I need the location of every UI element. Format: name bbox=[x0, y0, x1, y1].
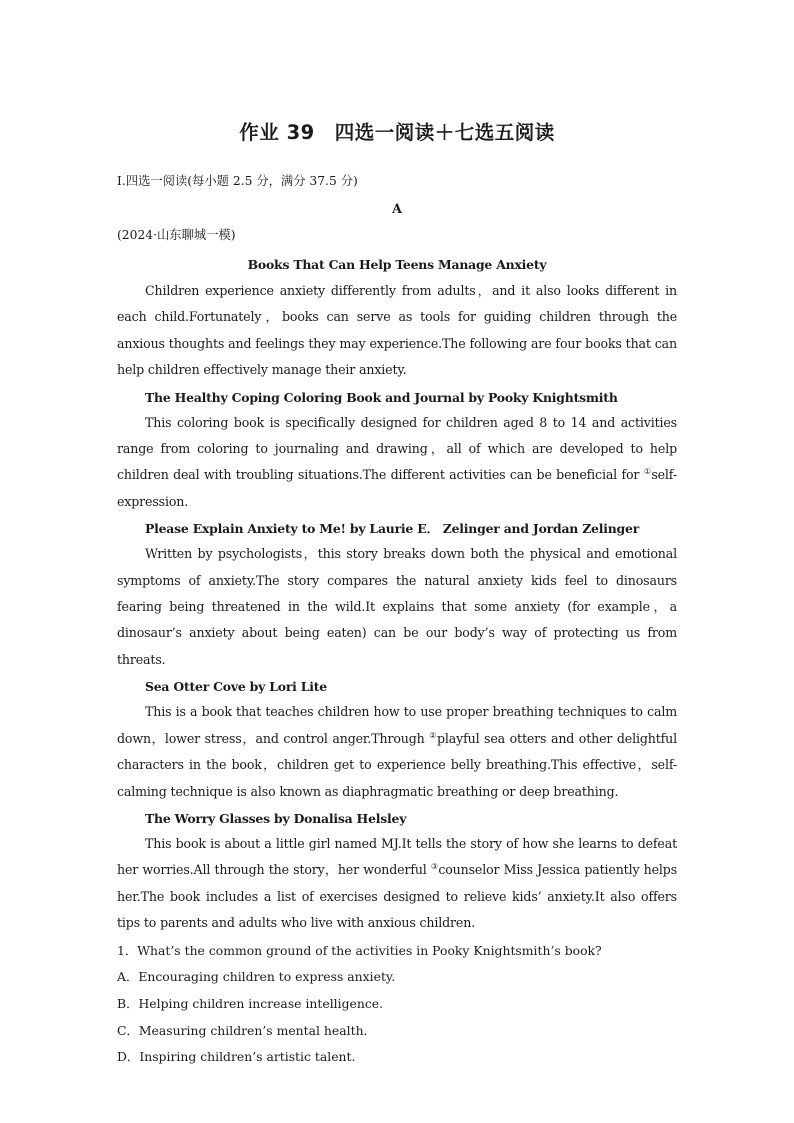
footnote-marker-2: ② bbox=[429, 730, 437, 740]
page-title: 作业 39 四选一阅读＋七选五阅读 bbox=[239, 121, 555, 144]
book-text-4b: counselor Miss Jessica patiently helps her.The book includes a list of exercises designed to relieve kids’ anxiety.It also offers tips to parents and adults who live with anxious children. bbox=[117, 862, 678, 931]
book-description-4 bbox=[117, 831, 677, 937]
book-text-3a: This is a book that teaches children how to use proper breathing techniques to calm down，lower stress，and control anger.Through bbox=[117, 704, 677, 746]
book-heading-3: Sea Otter Cove by Lori Lite bbox=[145, 679, 327, 695]
book-description-2 bbox=[117, 541, 677, 673]
book-description-3 bbox=[117, 699, 677, 805]
book-text-1b: self-expression. bbox=[117, 467, 677, 509]
book-text-1a: This coloring book is specifically designed for children aged 8 to 14 and activities range from coloring to journaling and drawing，all of which are developed to help children deal with troubling situations.The different activities can be beneficial for bbox=[117, 414, 677, 483]
question-1: 1．What’s the common ground of the activities in Pooky Knightsmith’s book? bbox=[117, 942, 602, 958]
book-text-3b: playful sea otters and other delightful characters in the book，children get to experience belly breathing.This effective，self-calming technique is also known as diaphragmatic breathing or deep breathing. bbox=[117, 730, 677, 799]
option-b[interactable]: B．Helping children increase intelligence. bbox=[117, 995, 384, 1011]
book-text-2a: Written by psychologists，this story breaks down both the physical and emotional symptoms of anxiety.The story compares the natural anxiety kids feel to dinosaurs fearing being threatened in the wild.It explains that some anxiety (for example，a dinosaur’s anxiety about being eaten) can be our body’s way of protecting us from threats. bbox=[117, 546, 677, 667]
section-heading: Ⅰ.四选一阅读(每小题 2.5 分，满分 37.5 分) bbox=[117, 174, 358, 188]
passage-source: (2024·山东聊城一模) bbox=[117, 228, 236, 242]
book-heading-2: Please Explain Anxiety to Me! by Laurie E． Zelinger and Jordan Zelinger bbox=[145, 521, 640, 537]
book-heading-1: The Healthy Coping Coloring Book and Journal by Pooky Knightsmith bbox=[145, 389, 618, 405]
worksheet-page bbox=[117, 118, 677, 1071]
option-a[interactable]: A．Encouraging children to express anxiety. bbox=[117, 969, 396, 985]
option-d[interactable]: D．Inspiring children’s artistic talent. bbox=[117, 1049, 356, 1065]
footnote-marker-3: ③ bbox=[430, 862, 439, 872]
book-description-1 bbox=[117, 410, 677, 516]
book-text-4a: This book is about a little girl named MJ.It tells the story of how she learns to defeat her worries.All through the story，her wonderful bbox=[117, 835, 677, 878]
book-heading-4: The Worry Glasses by Donalisa Helsley bbox=[145, 810, 407, 826]
passage-letter: A bbox=[392, 201, 402, 216]
passage-title: Books That Can Help Teens Manage Anxiety bbox=[247, 257, 547, 272]
footnote-marker-1: ① bbox=[643, 467, 652, 477]
intro-paragraph: Children experience anxiety differently from adults，and it also looks different in each child.Fortunately，books can serve as tools for guiding children through the anxious thoughts and feelings they may experience.The following are four books that can help children effectively manage their anxiety. bbox=[117, 283, 677, 378]
option-c[interactable]: C．Measuring children’s mental health. bbox=[117, 1022, 368, 1038]
